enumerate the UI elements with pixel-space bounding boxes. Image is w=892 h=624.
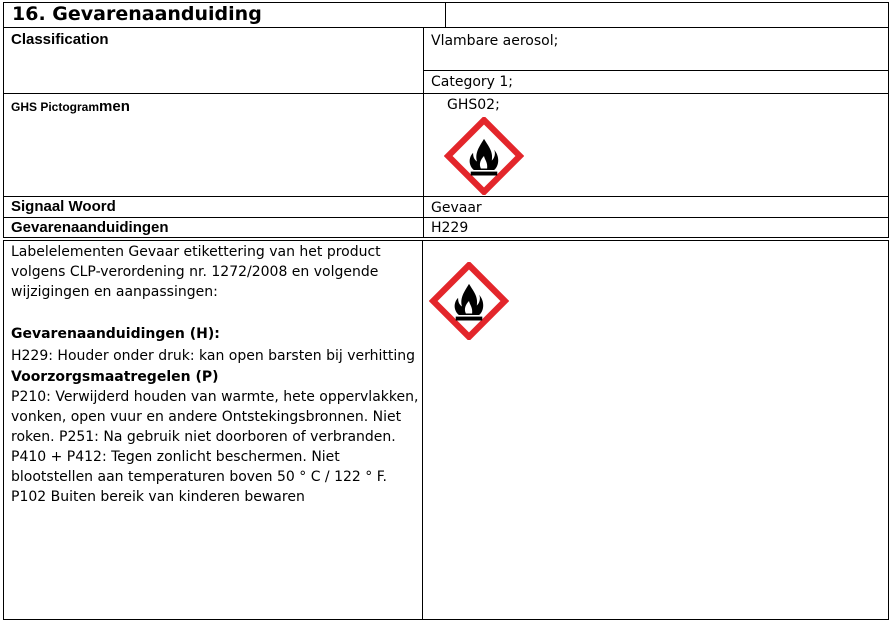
section-title: 16. Gevarenaanduiding bbox=[12, 3, 262, 25]
classification-label: Classification bbox=[11, 31, 109, 48]
hazard-statements-label: Gevarenaanduidingen bbox=[11, 219, 169, 236]
pictograms-value: GHS02; bbox=[447, 97, 500, 113]
label-elements-text bbox=[11, 242, 423, 507]
hazard-heading: Gevarenaanduidingen (H): bbox=[11, 326, 220, 342]
pictograms-label-small: GHS Pictogram bbox=[11, 100, 100, 114]
precaution-text: P210: Verwijderd houden van warmte, hete oppervlakken, vonken, open vuur en andere Ontstekingsbronnen. Niet roken. P251: Na gebruik niet doorboren of verbranden. P410 + P412: Tegen zonlicht beschermen. Niet blootstellen aan temperaturen boven 50 ° C / 122 ° F. P102 Buiten bereik van kinderen bewaren bbox=[11, 389, 419, 505]
flame-icon bbox=[429, 262, 509, 340]
spacer bbox=[11, 302, 423, 322]
pictograms-label-large: men bbox=[99, 98, 130, 115]
precaution-heading: Voorzorgsmaatregelen (P) bbox=[11, 369, 219, 385]
section-header-right bbox=[445, 2, 889, 28]
hazard-text: H229: Houder onder druk: kan open barsten bij verhitting bbox=[11, 348, 416, 364]
row-divider bbox=[3, 217, 889, 218]
signal-word-label: Signaal Woord bbox=[11, 198, 116, 215]
signal-word-value: Gevaar bbox=[431, 200, 482, 216]
row-divider bbox=[423, 70, 889, 71]
flame-icon bbox=[444, 117, 524, 195]
row-divider bbox=[3, 196, 889, 197]
pictograms-label bbox=[11, 96, 130, 115]
classification-value: Vlambare aerosol; bbox=[431, 33, 559, 49]
label-elements-intro: Labelelementen Gevaar etikettering van het product volgens CLP-verordening nr. 1272/2008 en volgende wijzigingen en aanpassingen: bbox=[11, 244, 381, 300]
classification-category: Category 1; bbox=[431, 74, 514, 90]
row-divider bbox=[3, 93, 889, 94]
column-divider bbox=[423, 27, 424, 238]
hazard-statements-value: H229 bbox=[431, 220, 469, 236]
